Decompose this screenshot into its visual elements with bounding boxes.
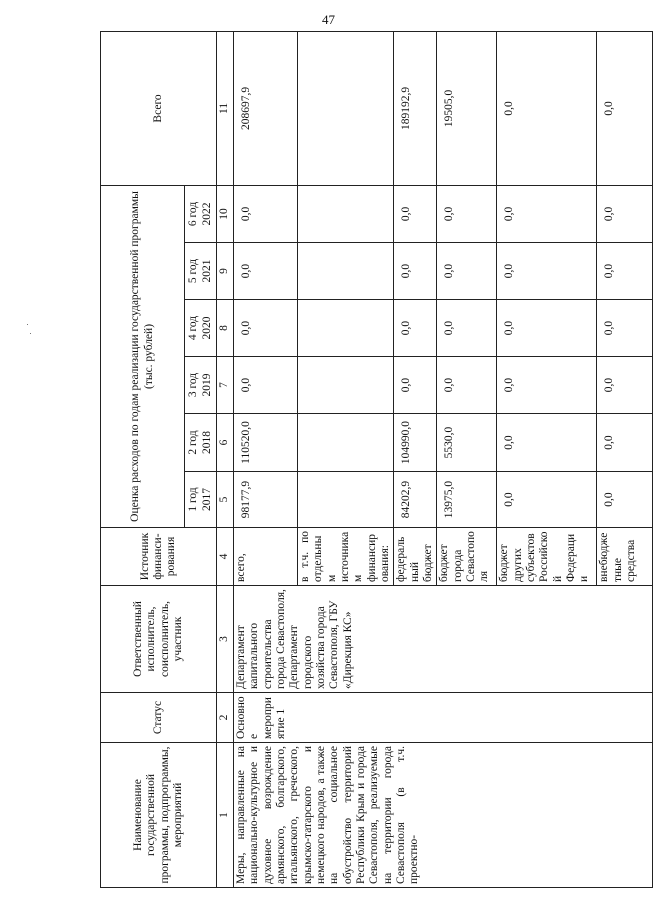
value-cell: 0,0 bbox=[497, 414, 597, 472]
value-cell: 0,0 bbox=[497, 300, 597, 357]
table-row bbox=[234, 31, 298, 887]
year-label: 1 год bbox=[187, 487, 200, 512]
scan-speck bbox=[27, 324, 28, 325]
value-cell: 0,0 bbox=[497, 472, 597, 528]
total-cell: 0,0 bbox=[497, 31, 597, 185]
total-cell bbox=[298, 31, 394, 185]
year-value: 2017 bbox=[200, 488, 213, 511]
total-cell: 208697,9 bbox=[234, 31, 298, 185]
header-year-4 bbox=[185, 300, 217, 357]
rotated-page-content bbox=[100, 32, 637, 888]
value-cell: 0,0 bbox=[437, 243, 497, 300]
value-cell bbox=[298, 357, 394, 414]
header-status: Статус bbox=[101, 693, 217, 743]
value-cell: 13975,0 bbox=[437, 472, 497, 528]
value-cell: 0,0 bbox=[234, 300, 298, 357]
value-cell: 0,0 bbox=[394, 185, 437, 242]
value-cell: 0,0 bbox=[597, 185, 653, 242]
value-cell: 0,0 bbox=[437, 300, 497, 357]
year-label: 6 год bbox=[187, 201, 200, 227]
value-cell: 98177,9 bbox=[234, 472, 298, 528]
header-executor: Ответственный исполнитель, соисполнитель, участник bbox=[101, 586, 217, 693]
year-label: 2 год bbox=[187, 430, 200, 455]
value-cell: 0,0 bbox=[497, 357, 597, 414]
source-cell: бюджет других субъектов Российской Федерации bbox=[497, 528, 597, 586]
year-value: 2018 bbox=[200, 431, 213, 454]
value-cell: 104990,0 bbox=[394, 414, 437, 472]
header-year-1 bbox=[185, 472, 217, 528]
total-cell: 19505,0 bbox=[437, 31, 497, 185]
source-cell: в т.ч. по отдельным источникам финансирования: bbox=[298, 528, 394, 586]
source-cell: всего, bbox=[234, 528, 298, 586]
year-label: 4 год bbox=[187, 315, 200, 341]
col-number: 4 bbox=[217, 528, 234, 586]
value-cell: 0,0 bbox=[597, 357, 653, 414]
value-cell: 0,0 bbox=[497, 243, 597, 300]
value-cell: 110520,0 bbox=[234, 414, 298, 472]
header-name: Наименование государственной программы, подпрограммы, мероприятий bbox=[101, 743, 217, 888]
value-cell: 0,0 bbox=[234, 185, 298, 242]
col-number: 3 bbox=[217, 586, 234, 693]
value-cell: 0,0 bbox=[394, 300, 437, 357]
value-cell bbox=[298, 185, 394, 242]
value-cell: 0,0 bbox=[394, 357, 437, 414]
col-number: 2 bbox=[217, 693, 234, 743]
value-cell: 0,0 bbox=[437, 357, 497, 414]
col-number: 9 bbox=[217, 243, 234, 300]
value-cell bbox=[298, 414, 394, 472]
col-number: 5 bbox=[217, 472, 234, 528]
value-cell: 0,0 bbox=[437, 185, 497, 242]
year-value: 2020 bbox=[200, 316, 213, 340]
value-cell: 0,0 bbox=[234, 243, 298, 300]
year-value: 2022 bbox=[200, 202, 213, 226]
measure-status: Основное мероприятие 1 bbox=[234, 693, 653, 743]
page-number: 47 bbox=[322, 12, 335, 27]
column-number-row bbox=[217, 31, 234, 887]
value-cell: 0,0 bbox=[597, 414, 653, 472]
source-cell: федеральный бюджет bbox=[394, 528, 437, 586]
value-cell: 0,0 bbox=[597, 472, 653, 528]
col-number: 11 bbox=[217, 31, 234, 185]
year-value: 2021 bbox=[200, 259, 213, 283]
source-cell: внебюджетные средства bbox=[597, 528, 653, 586]
year-label: 5 год bbox=[187, 258, 200, 284]
header-row-1 bbox=[101, 31, 185, 887]
header-year-3 bbox=[185, 357, 217, 414]
col-number: 8 bbox=[217, 300, 234, 357]
col-number: 10 bbox=[217, 185, 234, 242]
header-cost-group: Оценка расходов по годам реализации государственной программы (тыс. рублей) bbox=[101, 185, 185, 527]
value-cell bbox=[298, 300, 394, 357]
value-cell: 0,0 bbox=[497, 185, 597, 242]
total-cell: 0,0 bbox=[597, 31, 653, 185]
header-year-2 bbox=[185, 414, 217, 472]
value-cell: 0,0 bbox=[394, 243, 437, 300]
year-label: 3 год bbox=[187, 372, 200, 398]
header-total: Всего bbox=[101, 31, 217, 185]
year-value: 2019 bbox=[200, 373, 213, 397]
col-number: 1 bbox=[217, 743, 234, 888]
measure-executor: Департамент капитального строительства города Севастополя, Департамент городского хозяйства города Севастополя, ГБУ «Дирекция КС» bbox=[234, 586, 653, 693]
value-cell: 5530,0 bbox=[437, 414, 497, 472]
header-year-5 bbox=[185, 243, 217, 300]
col-number: 6 bbox=[217, 414, 234, 472]
header-source: Источник финанси-рования bbox=[101, 528, 217, 586]
col-number: 7 bbox=[217, 357, 234, 414]
measure-name: Меры, направленные на национально-культурное и духовное возрождение армянского, болгарского, итальянского, греческого, крымско-татарского и немецкого народов, а также на социальное обустройство территорий Республики Крым и города Севастополя, реализуемые на территории города Севастополя (в т.ч. проектно- bbox=[234, 743, 653, 888]
scan-speck bbox=[30, 333, 31, 334]
value-cell: 0,0 bbox=[234, 357, 298, 414]
value-cell: 84202,9 bbox=[394, 472, 437, 528]
value-cell: 0,0 bbox=[597, 243, 653, 300]
source-cell: бюджет города Севастополя bbox=[437, 528, 497, 586]
value-cell bbox=[298, 472, 394, 528]
value-cell: 0,0 bbox=[597, 300, 653, 357]
program-cost-table bbox=[100, 31, 653, 888]
value-cell bbox=[298, 243, 394, 300]
header-year-6 bbox=[185, 185, 217, 242]
total-cell: 189192,9 bbox=[394, 31, 437, 185]
